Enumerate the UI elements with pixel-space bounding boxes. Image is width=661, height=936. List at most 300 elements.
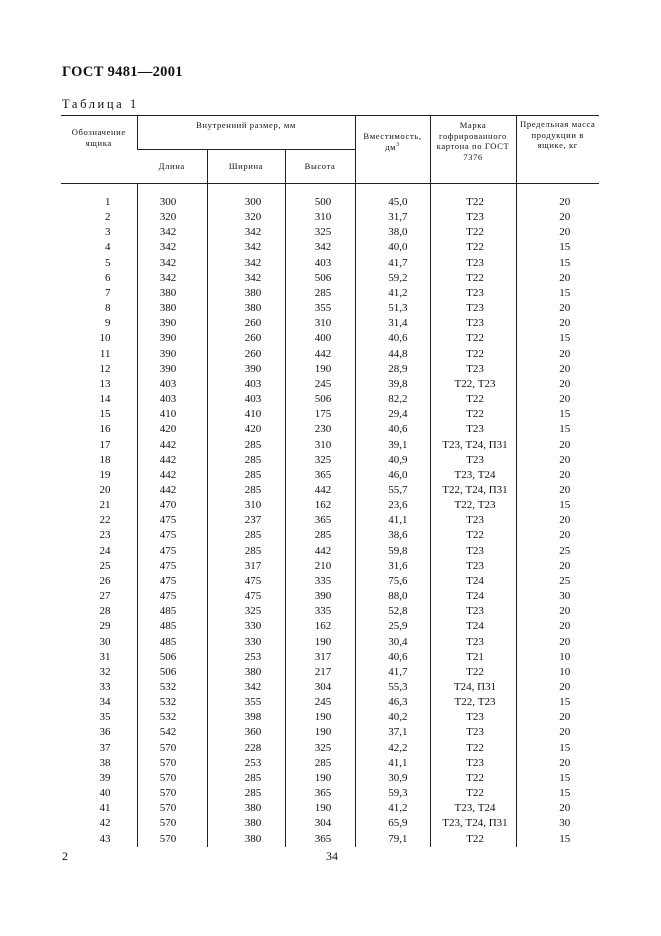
- page-number-left: 2: [62, 849, 68, 863]
- volume-cell: 65,9: [355, 816, 430, 831]
- max-mass-cell: 25: [516, 544, 599, 559]
- max-mass-cell: 20: [516, 210, 599, 225]
- max-mass-cell: 15: [516, 286, 599, 301]
- width-cell: 342: [207, 240, 285, 255]
- table-row: [61, 483, 599, 498]
- length-cell: 475: [137, 589, 207, 604]
- length-cell: 475: [137, 574, 207, 589]
- length-cell: 570: [137, 771, 207, 786]
- length-cell: 570: [137, 786, 207, 801]
- volume-cell: 31,7: [355, 210, 430, 225]
- table-row: [61, 528, 599, 543]
- width-cell: 310: [207, 498, 285, 513]
- table-row: [61, 650, 599, 665]
- height-cell: 442: [285, 483, 355, 498]
- volume-cell: 28,9: [355, 362, 430, 377]
- length-cell: 475: [137, 559, 207, 574]
- length-cell: 390: [137, 331, 207, 346]
- max-mass-cell: 10: [516, 650, 599, 665]
- table-row: [61, 453, 599, 468]
- table-row: [61, 741, 599, 756]
- table-row: [61, 665, 599, 680]
- cardboard-grade-cell: Т22, Т24, П31: [430, 483, 516, 498]
- box-number-cell: 27: [99, 590, 111, 603]
- max-mass-cell: 15: [516, 498, 599, 513]
- max-mass-cell: 15: [516, 741, 599, 756]
- length-cell: 342: [137, 240, 207, 255]
- width-cell: 260: [207, 331, 285, 346]
- box-number-cell: 2: [105, 211, 111, 224]
- volume-cell: 40,9: [355, 453, 430, 468]
- height-cell: 325: [285, 225, 355, 240]
- length-cell: 442: [137, 438, 207, 453]
- length-cell: 506: [137, 665, 207, 680]
- box-number-cell: 37: [99, 741, 111, 754]
- cardboard-grade-cell: Т23: [430, 422, 516, 437]
- cardboard-grade-cell: Т22: [430, 665, 516, 680]
- width-cell: 228: [207, 741, 285, 756]
- width-cell: 260: [207, 347, 285, 362]
- volume-cell: 55,3: [355, 680, 430, 695]
- table-row: [61, 195, 599, 210]
- box-number-cell: 7: [105, 286, 111, 299]
- length-cell: 442: [137, 483, 207, 498]
- box-number-cell: 31: [99, 650, 111, 663]
- height-cell: 365: [285, 468, 355, 483]
- header-length: Длина: [137, 150, 207, 184]
- volume-cell: 40,0: [355, 240, 430, 255]
- max-mass-cell: 20: [516, 604, 599, 619]
- box-number-cell: 28: [99, 605, 111, 618]
- volume-cell: 40,6: [355, 650, 430, 665]
- box-number-cell: 5: [105, 256, 111, 269]
- cardboard-grade-cell: Т23: [430, 362, 516, 377]
- height-cell: 506: [285, 392, 355, 407]
- height-cell: 245: [285, 377, 355, 392]
- cardboard-grade-cell: Т22: [430, 407, 516, 422]
- width-cell: 420: [207, 422, 285, 437]
- volume-cell: 39,8: [355, 377, 430, 392]
- length-cell: 570: [137, 832, 207, 847]
- width-cell: 325: [207, 604, 285, 619]
- document-title: ГОСТ 9481—2001: [62, 64, 183, 80]
- box-number-cell: 17: [99, 438, 111, 451]
- width-cell: 380: [207, 301, 285, 316]
- width-cell: 380: [207, 286, 285, 301]
- length-cell: 506: [137, 650, 207, 665]
- cardboard-grade-cell: Т22: [430, 392, 516, 407]
- cardboard-grade-cell: Т24: [430, 574, 516, 589]
- max-mass-cell: 30: [516, 816, 599, 831]
- max-mass-cell: 20: [516, 271, 599, 286]
- max-mass-cell: 20: [516, 559, 599, 574]
- width-cell: 285: [207, 544, 285, 559]
- length-cell: 420: [137, 422, 207, 437]
- table-row: [61, 604, 599, 619]
- height-cell: 365: [285, 513, 355, 528]
- table-row: [61, 498, 599, 513]
- width-cell: 475: [207, 574, 285, 589]
- table-row: [61, 710, 599, 725]
- box-number-cell: 24: [99, 544, 111, 557]
- width-cell: 410: [207, 407, 285, 422]
- length-cell: 410: [137, 407, 207, 422]
- cardboard-grade-cell: Т22: [430, 271, 516, 286]
- height-cell: 400: [285, 331, 355, 346]
- width-cell: 342: [207, 256, 285, 271]
- volume-cell: 23,6: [355, 498, 430, 513]
- max-mass-cell: 20: [516, 468, 599, 483]
- max-mass-cell: 20: [516, 710, 599, 725]
- volume-cell: 31,6: [355, 559, 430, 574]
- length-cell: 390: [137, 316, 207, 331]
- width-cell: 390: [207, 362, 285, 377]
- max-mass-cell: 15: [516, 407, 599, 422]
- cardboard-grade-cell: Т22: [430, 225, 516, 240]
- max-mass-cell: 15: [516, 771, 599, 786]
- height-cell: 335: [285, 574, 355, 589]
- volume-cell: 39,1: [355, 438, 430, 453]
- width-cell: 380: [207, 832, 285, 847]
- box-number-cell: 3: [105, 226, 111, 239]
- table-row: [61, 407, 599, 422]
- width-cell: 355: [207, 695, 285, 710]
- header-height: Высота: [285, 150, 355, 184]
- max-mass-cell: 25: [516, 574, 599, 589]
- width-cell: 380: [207, 665, 285, 680]
- max-mass-cell: 15: [516, 786, 599, 801]
- box-number-cell: 39: [99, 771, 111, 784]
- table-row: [61, 331, 599, 346]
- table-row: [61, 225, 599, 240]
- height-cell: 190: [285, 635, 355, 650]
- cardboard-grade-cell: Т24, П31: [430, 680, 516, 695]
- cardboard-grade-cell: Т22: [430, 347, 516, 362]
- length-cell: 403: [137, 392, 207, 407]
- width-cell: 285: [207, 528, 285, 543]
- cardboard-grade-cell: Т24: [430, 589, 516, 604]
- max-mass-cell: 15: [516, 240, 599, 255]
- width-cell: 260: [207, 316, 285, 331]
- box-number-cell: 1: [105, 196, 111, 208]
- height-cell: 285: [285, 286, 355, 301]
- max-mass-cell: 20: [516, 528, 599, 543]
- width-cell: 285: [207, 771, 285, 786]
- volume-cell: 41,1: [355, 756, 430, 771]
- height-cell: 335: [285, 604, 355, 619]
- header-width: Ширина: [207, 150, 285, 184]
- length-cell: 390: [137, 362, 207, 377]
- cardboard-grade-cell: Т23: [430, 635, 516, 650]
- length-cell: 532: [137, 710, 207, 725]
- volume-cell: 46,3: [355, 695, 430, 710]
- height-cell: 175: [285, 407, 355, 422]
- header-volume: [355, 116, 430, 184]
- height-cell: 162: [285, 619, 355, 634]
- height-cell: 217: [285, 665, 355, 680]
- height-cell: 506: [285, 271, 355, 286]
- volume-cell: 40,6: [355, 331, 430, 346]
- box-number-cell: 25: [99, 559, 111, 572]
- length-cell: 475: [137, 544, 207, 559]
- table-row: [61, 347, 599, 362]
- volume-cell: 41,7: [355, 256, 430, 271]
- length-cell: 532: [137, 695, 207, 710]
- volume-cell: 25,9: [355, 619, 430, 634]
- height-cell: 365: [285, 832, 355, 847]
- box-number-cell: 29: [99, 620, 111, 633]
- width-cell: 342: [207, 680, 285, 695]
- height-cell: 245: [285, 695, 355, 710]
- length-cell: 442: [137, 468, 207, 483]
- length-cell: 470: [137, 498, 207, 513]
- cardboard-grade-cell: Т22: [430, 195, 516, 210]
- width-cell: 253: [207, 650, 285, 665]
- volume-cell: 30,4: [355, 635, 430, 650]
- box-number-cell: 32: [99, 665, 111, 678]
- length-cell: 403: [137, 377, 207, 392]
- length-cell: 320: [137, 210, 207, 225]
- cardboard-grade-cell: Т22: [430, 771, 516, 786]
- height-cell: 190: [285, 801, 355, 816]
- volume-cell: 41,2: [355, 801, 430, 816]
- height-cell: 342: [285, 240, 355, 255]
- max-mass-cell: 20: [516, 225, 599, 240]
- width-cell: 320: [207, 210, 285, 225]
- height-cell: 304: [285, 680, 355, 695]
- box-number-cell: 8: [105, 302, 111, 315]
- cardboard-grade-cell: Т23: [430, 710, 516, 725]
- table-row: [61, 816, 599, 831]
- cardboard-grade-cell: Т23: [430, 544, 516, 559]
- cardboard-grade-cell: Т21: [430, 650, 516, 665]
- max-mass-cell: 20: [516, 347, 599, 362]
- width-cell: 403: [207, 377, 285, 392]
- length-cell: 380: [137, 286, 207, 301]
- width-cell: 300: [207, 195, 285, 210]
- length-cell: 485: [137, 635, 207, 650]
- volume-cell: 41,1: [355, 513, 430, 528]
- table-row: [61, 574, 599, 589]
- box-number-cell: 22: [99, 514, 111, 527]
- volume-cell: 55,7: [355, 483, 430, 498]
- width-cell: 285: [207, 453, 285, 468]
- cardboard-grade-cell: Т23: [430, 286, 516, 301]
- cardboard-grade-cell: Т23: [430, 453, 516, 468]
- volume-cell: 38,0: [355, 225, 430, 240]
- volume-cell: 42,2: [355, 741, 430, 756]
- box-number-cell: 16: [99, 423, 111, 436]
- header-volume-text: Вместимость, дм: [363, 131, 422, 152]
- volume-cell: 29,4: [355, 407, 430, 422]
- max-mass-cell: 20: [516, 453, 599, 468]
- height-cell: 310: [285, 316, 355, 331]
- page-number-center: 34: [326, 849, 338, 863]
- table-row: [61, 725, 599, 740]
- cardboard-grade-cell: Т22: [430, 741, 516, 756]
- width-cell: 285: [207, 483, 285, 498]
- box-number-cell: 40: [99, 787, 111, 800]
- table-row: [61, 392, 599, 407]
- height-cell: 403: [285, 256, 355, 271]
- max-mass-cell: 20: [516, 756, 599, 771]
- cardboard-grade-cell: Т23: [430, 316, 516, 331]
- box-number-cell: 20: [99, 483, 111, 496]
- height-cell: 230: [285, 422, 355, 437]
- box-number-cell: 33: [99, 681, 111, 693]
- box-number-cell: 43: [99, 832, 111, 845]
- height-cell: 325: [285, 741, 355, 756]
- height-cell: 285: [285, 528, 355, 543]
- header-max-mass: Предельная масса продукции в ящике, кг: [516, 116, 599, 184]
- box-number-cell: 15: [99, 408, 111, 421]
- cardboard-grade-cell: Т23: [430, 604, 516, 619]
- length-cell: 342: [137, 256, 207, 271]
- width-cell: 403: [207, 392, 285, 407]
- height-cell: 310: [285, 438, 355, 453]
- volume-cell: 45,0: [355, 195, 430, 210]
- height-cell: 442: [285, 347, 355, 362]
- height-cell: 390: [285, 589, 355, 604]
- max-mass-cell: 15: [516, 331, 599, 346]
- max-mass-cell: 20: [516, 635, 599, 650]
- table-row: [61, 271, 599, 286]
- length-cell: 390: [137, 347, 207, 362]
- box-number-cell: 18: [99, 453, 111, 466]
- volume-cell: 38,6: [355, 528, 430, 543]
- cardboard-grade-cell: Т23: [430, 210, 516, 225]
- cardboard-grade-cell: Т22, Т23: [430, 695, 516, 710]
- box-number-cell: 19: [99, 468, 111, 481]
- volume-cell: 41,7: [355, 665, 430, 680]
- width-cell: 330: [207, 619, 285, 634]
- height-cell: 210: [285, 559, 355, 574]
- width-cell: 342: [207, 225, 285, 240]
- width-cell: 285: [207, 786, 285, 801]
- width-cell: 285: [207, 438, 285, 453]
- cardboard-grade-cell: Т23: [430, 301, 516, 316]
- box-number-cell: 36: [99, 726, 111, 739]
- length-cell: 342: [137, 271, 207, 286]
- height-cell: 325: [285, 453, 355, 468]
- max-mass-cell: 20: [516, 316, 599, 331]
- box-number-cell: 4: [105, 241, 111, 254]
- table-row: [61, 832, 599, 847]
- max-mass-cell: 15: [516, 256, 599, 271]
- max-mass-cell: 20: [516, 801, 599, 816]
- volume-cell: 88,0: [355, 589, 430, 604]
- table-row: [61, 771, 599, 786]
- box-sizes-table: [61, 115, 599, 847]
- cardboard-grade-cell: Т22: [430, 786, 516, 801]
- table-row: [61, 695, 599, 710]
- table-row: [61, 559, 599, 574]
- max-mass-cell: 20: [516, 195, 599, 210]
- cardboard-grade-cell: Т23, Т24: [430, 801, 516, 816]
- cardboard-grade-cell: Т23: [430, 756, 516, 771]
- length-cell: 342: [137, 225, 207, 240]
- table-row: [61, 468, 599, 483]
- table-row: [61, 756, 599, 771]
- table-spacer-row: [61, 184, 599, 196]
- height-cell: 317: [285, 650, 355, 665]
- table-row: [61, 635, 599, 650]
- box-number-cell: 21: [99, 499, 111, 512]
- box-number-cell: 42: [99, 817, 111, 830]
- box-number-cell: 38: [99, 756, 111, 769]
- box-number-cell: 41: [99, 802, 111, 815]
- cardboard-grade-cell: Т23: [430, 513, 516, 528]
- table-row: [61, 316, 599, 331]
- max-mass-cell: 20: [516, 513, 599, 528]
- volume-cell: 52,8: [355, 604, 430, 619]
- cardboard-grade-cell: Т23: [430, 725, 516, 740]
- box-number-cell: 34: [99, 696, 111, 709]
- volume-cell: 40,2: [355, 710, 430, 725]
- volume-cell: 79,1: [355, 832, 430, 847]
- volume-cell: 75,6: [355, 574, 430, 589]
- max-mass-cell: 20: [516, 438, 599, 453]
- box-number-cell: 10: [99, 332, 111, 345]
- box-number-cell: 13: [99, 377, 111, 390]
- width-cell: 475: [207, 589, 285, 604]
- max-mass-cell: 20: [516, 483, 599, 498]
- volume-cell: 59,2: [355, 271, 430, 286]
- max-mass-cell: 20: [516, 392, 599, 407]
- max-mass-cell: 20: [516, 619, 599, 634]
- max-mass-cell: 30: [516, 589, 599, 604]
- box-number-cell: 23: [99, 529, 111, 542]
- cardboard-grade-cell: Т23, Т24: [430, 468, 516, 483]
- height-cell: 365: [285, 786, 355, 801]
- width-cell: 253: [207, 756, 285, 771]
- volume-cell: 41,2: [355, 286, 430, 301]
- max-mass-cell: 20: [516, 725, 599, 740]
- volume-cell: 44,8: [355, 347, 430, 362]
- max-mass-cell: 20: [516, 362, 599, 377]
- volume-cell: 51,3: [355, 301, 430, 316]
- height-cell: 190: [285, 362, 355, 377]
- width-cell: 330: [207, 635, 285, 650]
- cardboard-grade-cell: Т22: [430, 240, 516, 255]
- width-cell: 380: [207, 801, 285, 816]
- table-row: [61, 438, 599, 453]
- height-cell: 304: [285, 816, 355, 831]
- width-cell: 360: [207, 725, 285, 740]
- table-row: [61, 544, 599, 559]
- volume-cell: 40,6: [355, 422, 430, 437]
- box-number-cell: 26: [99, 574, 111, 587]
- table-row: [61, 589, 599, 604]
- length-cell: 475: [137, 513, 207, 528]
- height-cell: 190: [285, 710, 355, 725]
- table-row: [61, 362, 599, 377]
- box-number-cell: 12: [99, 362, 111, 375]
- width-cell: 285: [207, 468, 285, 483]
- height-cell: 162: [285, 498, 355, 513]
- max-mass-cell: 10: [516, 665, 599, 680]
- width-cell: 398: [207, 710, 285, 725]
- max-mass-cell: 15: [516, 422, 599, 437]
- box-number-cell: 35: [99, 711, 111, 724]
- table-row: [61, 210, 599, 225]
- cardboard-grade-cell: Т23: [430, 256, 516, 271]
- cardboard-grade-cell: Т22, Т23: [430, 498, 516, 513]
- table-row: [61, 256, 599, 271]
- height-cell: 285: [285, 756, 355, 771]
- box-number-cell: 6: [105, 271, 111, 284]
- length-cell: 485: [137, 604, 207, 619]
